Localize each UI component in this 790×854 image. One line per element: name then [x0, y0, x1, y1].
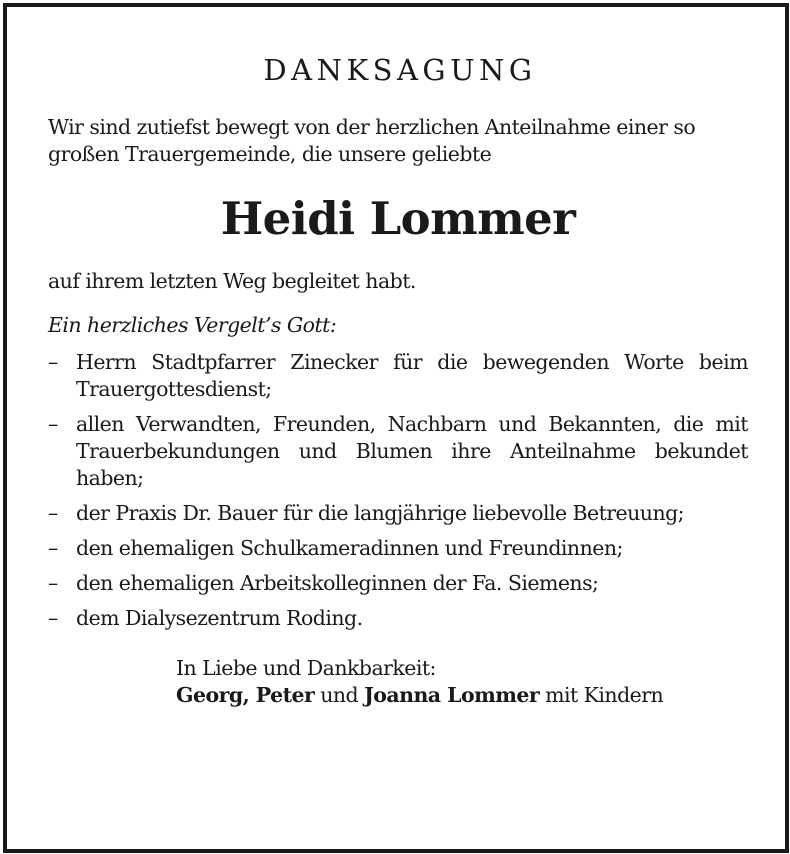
dash-marker: –: [48, 412, 58, 436]
thanks-item-text: der Praxis Dr. Bauer für die langjährige liebevolle Betreuung;: [76, 501, 685, 525]
thanks-item-text: allen Verwandten, Freunden, Nachbarn und Bekannten, die mit Trauerbekundungen und Blumen ihre Anteilnahme bekundet haben;: [76, 412, 748, 490]
signature-block: [176, 655, 748, 709]
signatory-suffix: mit Kindern: [539, 683, 664, 707]
signatory-names-2: Joanna Lommer: [364, 683, 540, 707]
deceased-name: Heidi Lommer: [220, 192, 576, 245]
thanks-item: [48, 349, 748, 403]
thanks-item: [48, 411, 748, 492]
dash-marker: –: [48, 606, 58, 630]
closing-line: In Liebe und Dankbarkeit:: [176, 656, 436, 680]
obituary-thanks-notice: [48, 52, 748, 709]
dash-marker: –: [48, 571, 58, 595]
thanks-item-text: den ehemaligen Arbeitskolleginnen der Fa. Siemens;: [76, 571, 599, 595]
signatory-joiner: und: [314, 683, 365, 707]
thanks-item: [48, 570, 748, 597]
signatory-names-1: Georg, Peter: [176, 683, 315, 707]
dash-marker: –: [48, 350, 58, 374]
dash-marker: –: [48, 501, 58, 525]
intro-text: Wir sind zutiefst bewegt von der herzlichen Anteilnahme einer so großen Trauergemeinde, die unsere geliebte: [48, 115, 696, 166]
thanks-heading: Ein herzliches Vergelt’s Gott:: [48, 313, 337, 337]
signatories-line: [176, 682, 748, 709]
thanks-item: [48, 535, 748, 562]
after-name-text: auf ihrem letzten Weg begleitet habt.: [48, 269, 416, 293]
dash-marker: –: [48, 536, 58, 560]
thanks-item-text: den ehemaligen Schulkameradinnen und Freundinnen;: [76, 536, 623, 560]
thanks-item-text: dem Dialysezentrum Roding.: [76, 606, 363, 630]
notice-heading: DANKSAGUNG: [263, 53, 537, 87]
thanks-item: [48, 500, 748, 527]
thanks-item: [48, 605, 748, 632]
thanks-item-text: Herrn Stadtpfarrer Zinecker für die bewegenden Worte beim Trauergottesdienst;: [76, 350, 748, 401]
thanks-list: [48, 349, 748, 632]
